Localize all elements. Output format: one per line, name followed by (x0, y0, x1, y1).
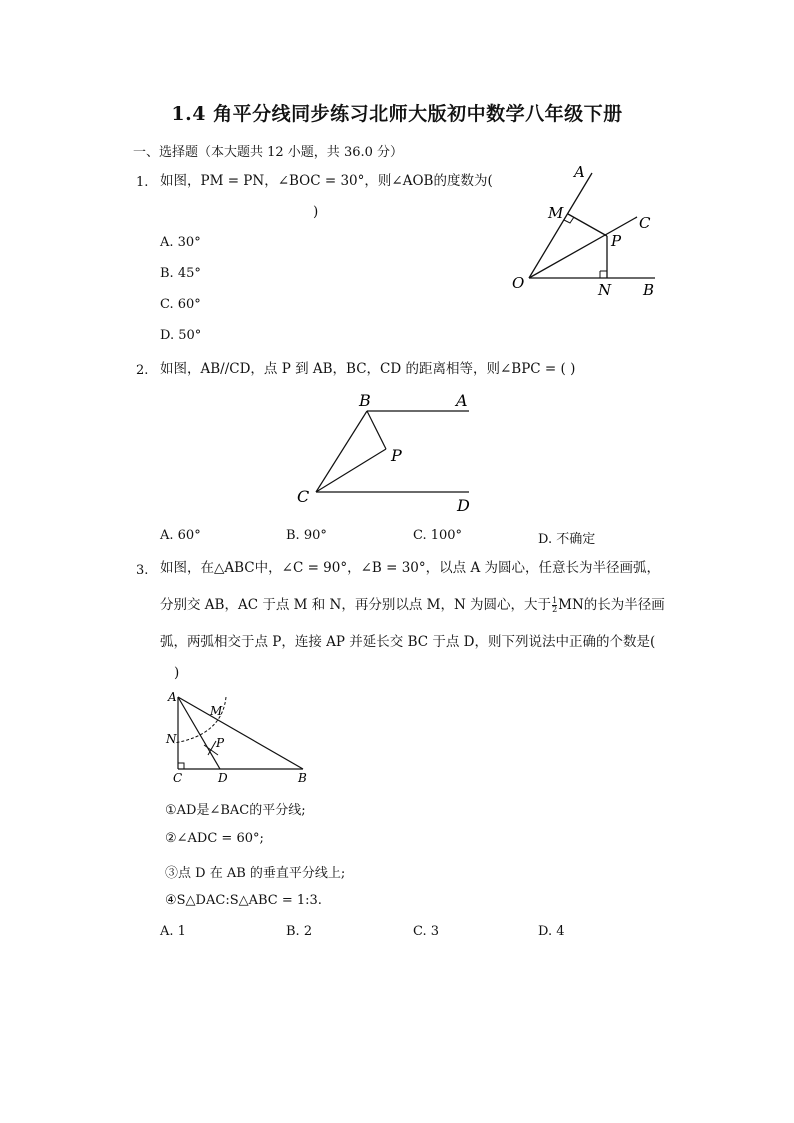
q2-option-c[interactable]: C. 100° (413, 528, 463, 543)
q3-statement-3: ③点 D 在 AB 的垂直平分线上; (165, 866, 346, 881)
q3-line4: ) (174, 665, 180, 681)
q1-label-c: C (639, 214, 651, 232)
q1-label-o: O (512, 274, 525, 292)
q2-label-a: A (456, 391, 468, 410)
q3-label-d: D (218, 771, 228, 785)
q1-option-c[interactable]: C. 60° (160, 297, 201, 312)
q2-label-d: D (457, 496, 470, 515)
q1-label-p: P (611, 232, 622, 250)
q1-number: 1. (136, 175, 149, 190)
q3-fraction (552, 597, 557, 614)
q3-option-b[interactable]: B. 2 (286, 924, 313, 939)
q3-frac-num: 1 (552, 596, 558, 605)
q1-text: 如图，PM = PN，∠BOC = 30°，则∠AOB的度数为( (160, 173, 493, 189)
q3-label-b: B (298, 771, 307, 785)
q2-number: 2. (136, 363, 149, 378)
q1-text-close: ) (313, 204, 319, 220)
q3-line2-b: MN的长为半径画 (558, 597, 665, 613)
q2-label-c: C (297, 487, 310, 506)
q3-line3: 弧，两弧相交于点 P，连接 AP 并延长交 BC 于点 D，则下列说法中正确的个数是( (160, 634, 656, 650)
q3-label-p: P (216, 736, 225, 750)
q3-statement-2: ②∠ADC = 60°; (165, 831, 264, 846)
q2-text: 如图，AB//CD，点 P 到 AB，BC，CD 的距离相等，则∠BPC = ( ) (160, 361, 576, 377)
q1-figure (500, 160, 670, 300)
q1-option-b[interactable]: B. 45° (160, 266, 201, 281)
q3-label-n: N (166, 732, 177, 746)
q3-statement-1: ①AD是∠BAC的平分线; (165, 803, 306, 818)
page-title: 1.4 角平分线同步练习北师大版初中数学八年级下册 (171, 103, 623, 125)
q3-line2 (160, 596, 665, 614)
q3-label-m: M (210, 704, 223, 718)
q1-label-b: B (643, 281, 655, 299)
q1-label-a: A (574, 163, 585, 181)
q2-label-p: P (391, 446, 402, 465)
q3-option-a[interactable]: A. 1 (160, 924, 186, 939)
q2-option-a[interactable]: A. 60° (160, 528, 201, 543)
q3-statement-4: ④S△DAC:S△ABC = 1:3. (165, 893, 322, 908)
q1-option-a[interactable]: A. 30° (160, 235, 201, 250)
q3-line2-a: 分别交 AB，AC 于点 M 和 N，再分别以点 M，N 为圆心，大于 (160, 597, 552, 613)
q3-line1: 如图，在△ABC中，∠C = 90°，∠B = 30°，以点 A 为圆心，任意长为半径画弧， (160, 560, 660, 576)
q2-label-b: B (359, 391, 371, 410)
section-heading: 一、选择题（本大题共 12 小题，共 36.0 分） (133, 145, 404, 160)
q1-option-d[interactable]: D. 50° (160, 328, 202, 343)
q1-label-n: N (598, 281, 612, 299)
q2-option-b[interactable]: B. 90° (286, 528, 327, 543)
q3-frac-den: 2 (552, 605, 558, 614)
q2-option-d[interactable]: D. 不确定 (538, 532, 596, 547)
q3-label-c: C (173, 771, 183, 785)
q3-option-c[interactable]: C. 3 (413, 924, 440, 939)
q3-figure (160, 685, 320, 785)
q1-label-m: M (548, 204, 564, 222)
q2-figure (290, 385, 490, 520)
q3-option-d[interactable]: D. 4 (538, 924, 565, 939)
q3-number: 3. (136, 563, 149, 578)
q3-label-a: A (168, 690, 177, 704)
